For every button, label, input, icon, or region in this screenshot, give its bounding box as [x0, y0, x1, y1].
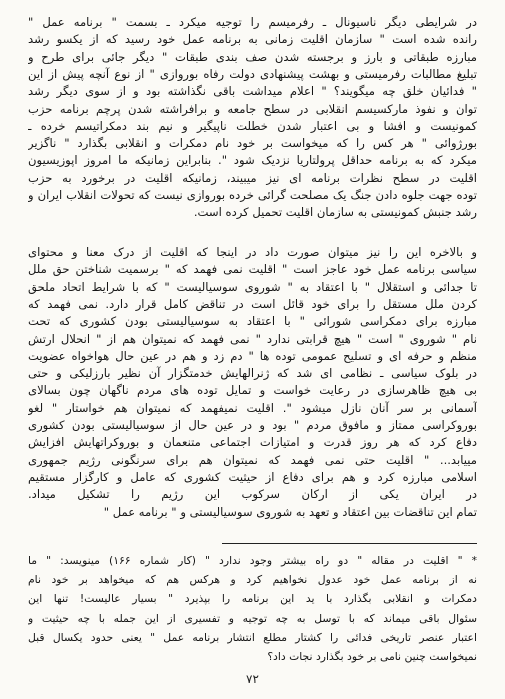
paragraph-2-line: در بلوک سیاسی ـ نظامی ای شد که ژنرالهایش خدمتگزار آن نظیر بارزلیکی و حتی	[28, 366, 477, 381]
footnote-line: * " اقلیت در مقاله " دو راه بیشتر وجود ندارد " (کار شماره ۱۶۶) مینویسد: " ما	[28, 554, 477, 567]
paragraph-2-line: بی هیچ ظاهرسازی در رعایت خواست و تمایل توده های مردم ناگهان چون بسالای	[28, 383, 477, 398]
paragraph-2-line: نام " شوروی " است " هیچ قرابتی ندارد " نمی فهمد که نمیتوان هم از " انحلال ارتش	[28, 331, 477, 346]
footnote-separator	[222, 543, 477, 544]
paragraph-2-line: و بالاخره این را نیز میتوان صورت داد در اینجا که اقلیت از درک معنا و محتوای	[28, 245, 477, 259]
paragraph-1-line: مبارزه طبقاتی و بارز و برجسته شدن صف بندی طبقات " دیگر جائی برای طرح و	[28, 49, 477, 64]
paragraph-1-line: تبلیغ مطالبات رفرمیستی و بهشت پیشنهادی دولت رفاه بوروازی " از نوع آنچه پیش از این	[28, 66, 477, 81]
paragraph-2-line: تا جدائی و استقلال " با اعتقاد به " شوروی سوسیالیست " که با شرایط اتحاد ملحق	[28, 279, 477, 294]
paragraph-2-line: مبارزه برای دمکراسی شورائی " با اعتقاد به سوسیالیستی بودن کشوری که تحت	[28, 314, 477, 329]
footnote-line: نمیخواست چنین نامی بر خود بگذارد نجات داد؟	[267, 650, 477, 663]
footnote-line: اعتبار عنصر تاریخی فدائی را کشتار مطلع انتشار برنامه عمل " یعنی حدود یکسال قبل	[28, 630, 477, 644]
paragraph-2-line: دفاع کرد که هر روز قدرت و امتیازات اجتماعی متنعمان و بوروکراتهایش افزایش	[28, 435, 477, 450]
paragraph-1-line: رانده شده است " سازمان اقلیت زمانی به برنامه عمل خود رسید که از یکسو رشد	[28, 32, 477, 47]
paragraph-1-line: توان و نفوذ مارکسیسم انقلابی در سطح جامعه و برافراشته شدن پرچم برنامه حزب	[28, 101, 477, 116]
paragraph-2-line: منظم و حرفه ای و تسلیح عمومی توده ها " دم زد و هم در عین حال هواخواه عضویت	[28, 348, 477, 363]
paragraph-1-line: بورژوائی " هر کس را که میخواست بر خود نام دمکرات و انقلابی بگذارد " ناگزیر	[28, 136, 477, 151]
paragraph-2-line: مییابد... " اقلیت حتی نمی فهمد که نمیتوان هم برای سرنگونی رژیم جمهوری	[28, 452, 477, 467]
paragraph-2-line: در ایران یکی از ارکان سرکوب این رژیم را تشکیل میداد.	[28, 487, 477, 502]
paragraph-2-line: اسلامی مبارزه کرد و هم برای دفاع از حیثیت کشوری که عامل و کارگزار مستقیم	[28, 469, 477, 484]
paragraph-1-line: میکرد که به برنامه حداقل پرولتاریا نزدیک شود ". بنابراین زمانیکه ما امروز اپوزیسیون	[28, 153, 477, 168]
paragraph-1-line: اقلیت در سطح نظرات برنامه ای نیز میبیند، زمانیکه اقلیت در برخورد به حزب	[28, 170, 477, 185]
footnote-line: سئوال باقی میماند که با توسل به چه توجیه و تفسیری از این جمله با چه حیثیت و	[28, 611, 477, 625]
paragraph-1-line: رشد جنبش کمونیستی به سازمان اقلیت تحمیل کرده است.	[193, 205, 477, 220]
paragraph-2-line: کردن ملل مستقل را برای خود قائل است در تناقض کامل قرار دارد. نمی فهمد که	[28, 296, 477, 311]
paragraph-2-line: آسمانی بر سر آنان نازل میشود ". اقلیت نمیفهمد که نمیتوان هم خواستار " لغو	[28, 400, 477, 415]
footnote-line: دمکرات و انقلابی بگذارد با ید این برنامه را بپذیرد " بسیار عالیست! تنها این	[28, 592, 477, 606]
paragraph-1-line: " فدائیان خلق چه میگویند؟ " اعلام میداشت باقی نگذاشته بود و از سوی دیگر رشد	[28, 84, 477, 99]
paragraph-1-line: کمونیست و افشا و بی اعتبار شدن خطلت ناپیگیر و نیم بند دمکراتیسم خرده ـ	[28, 118, 477, 133]
paragraph-2-line: سیاسی برنامه عمل خود عاجز است " اقلیت نمی فهمد که " برسمیت شناختن حق ملل	[28, 262, 477, 277]
page-number: ۷۲	[246, 672, 259, 686]
footnote-line: نه از برنامه عمل خود عدول نخواهیم کرد و هرکس هم که میخواهد بر خود نام	[28, 573, 477, 587]
paragraph-2-line: بوروکراسی ممتاز و مافوق مردم " بود و در عین حال از سوسیالیستی بودن کشوری	[28, 418, 477, 432]
paragraph-1-line: در شرایطی دیگر ناسیونال ـ رفرمیسم را توجیه میکرد ـ بسمت " برنامه عمل "	[28, 15, 477, 29]
paragraph-1-line: توده جهت جلوه دادن جنگ یک مصلحت گرائی خرده بوروازی نیست که تحولات انقلاب ایران و	[28, 188, 477, 202]
paragraph-2-line: تمام این تناقضات بین اعتقاد و تعهد به شوروی سوسیالیستی و " برنامه عمل "	[103, 504, 477, 519]
